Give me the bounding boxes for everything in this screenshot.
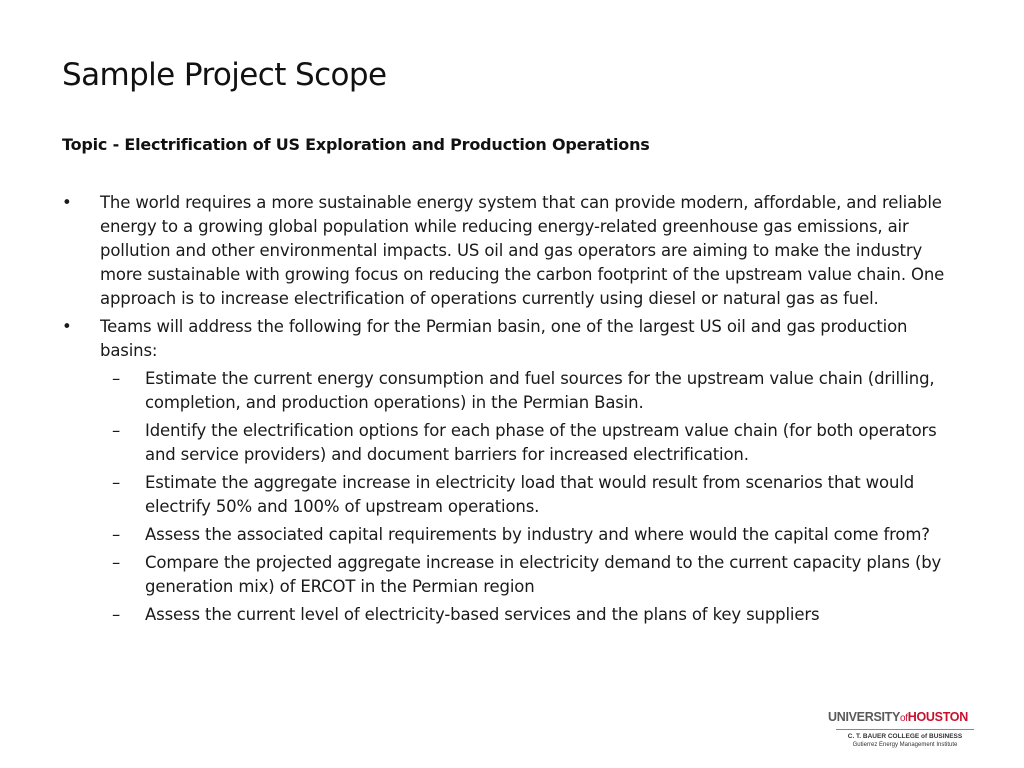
page-title: Sample Project Scope: [62, 56, 387, 93]
logo-university-text: UNIVERSITY: [828, 710, 901, 724]
dash-marker: –: [112, 473, 121, 492]
dash-marker: –: [112, 369, 121, 388]
bullet-text: Teams will address the following for the Permian basin, one of the largest US oil and gas production basins:: [100, 317, 908, 360]
sub-bullet-text: Assess the associated capital requirements by industry and where would the capital come from?: [145, 525, 930, 544]
sub-bullet-item: [62, 551, 962, 599]
sub-bullet-text: Compare the projected aggregate increase in electricity demand to the current capacity plans (by generation mix) of ERCOT in the Permian region: [145, 553, 942, 596]
logo-wordmark: [818, 710, 978, 726]
sub-bullet-text: Assess the current level of electricity-based services and the plans of key suppliers: [145, 605, 820, 624]
dash-marker: –: [112, 525, 121, 544]
sub-bullet-item: [62, 367, 962, 415]
sub-bullet-item: [62, 471, 962, 519]
sub-bullet-text: Identify the electrification options for each phase of the upstream value chain (for both operators and service providers) and document barriers for increased electrification.: [145, 421, 937, 464]
sub-bullet-list: [62, 367, 962, 627]
logo-college-text: C. T. BAUER COLLEGE of BUSINESS: [847, 733, 963, 740]
bullet-text: The world requires a more sustainable energy system that can provide modern, affordable, and reliable energy to a growing global population while reducing energy-related greenhouse gas emissions, air pollution and other environmental impacts. US oil and gas operators are aiming to make the industry more sustainable with growing focus on reducing the carbon footprint of the upstream value chain. One approach is to increase electrification of operations currently using diesel or natural gas as fuel.: [100, 193, 945, 308]
dash-marker: –: [112, 553, 121, 572]
logo-houston-text: HOUSTON: [907, 710, 968, 724]
logo-institute-text: Gutierrez Energy Management Institute: [852, 742, 958, 748]
logo-divider: [836, 729, 974, 730]
sub-bullet-text: Estimate the current energy consumption and fuel sources for the upstream value chain (drilling, completion, and production operations) in the Permian Basin.: [145, 369, 935, 412]
bullet-marker: •: [62, 317, 72, 336]
sub-bullet-item: [62, 523, 962, 547]
dash-marker: –: [112, 605, 121, 624]
bullet-item: [62, 191, 962, 311]
sub-bullet-item: [62, 419, 962, 467]
sub-bullet-item: [62, 603, 962, 627]
logo-of-text: of: [900, 713, 908, 724]
slide-content: [62, 191, 962, 631]
bullet-marker: •: [62, 193, 72, 212]
bullet-item: [62, 315, 962, 363]
dash-marker: –: [112, 421, 121, 440]
sub-bullet-text: Estimate the aggregate increase in electricity load that would result from scenarios that would electrify 50% and 100% of upstream operations.: [145, 473, 915, 516]
topic-heading: Topic - Electrification of US Exploration and Production Operations: [62, 135, 650, 154]
university-logo: [818, 710, 978, 749]
bullet-list: [62, 191, 962, 363]
